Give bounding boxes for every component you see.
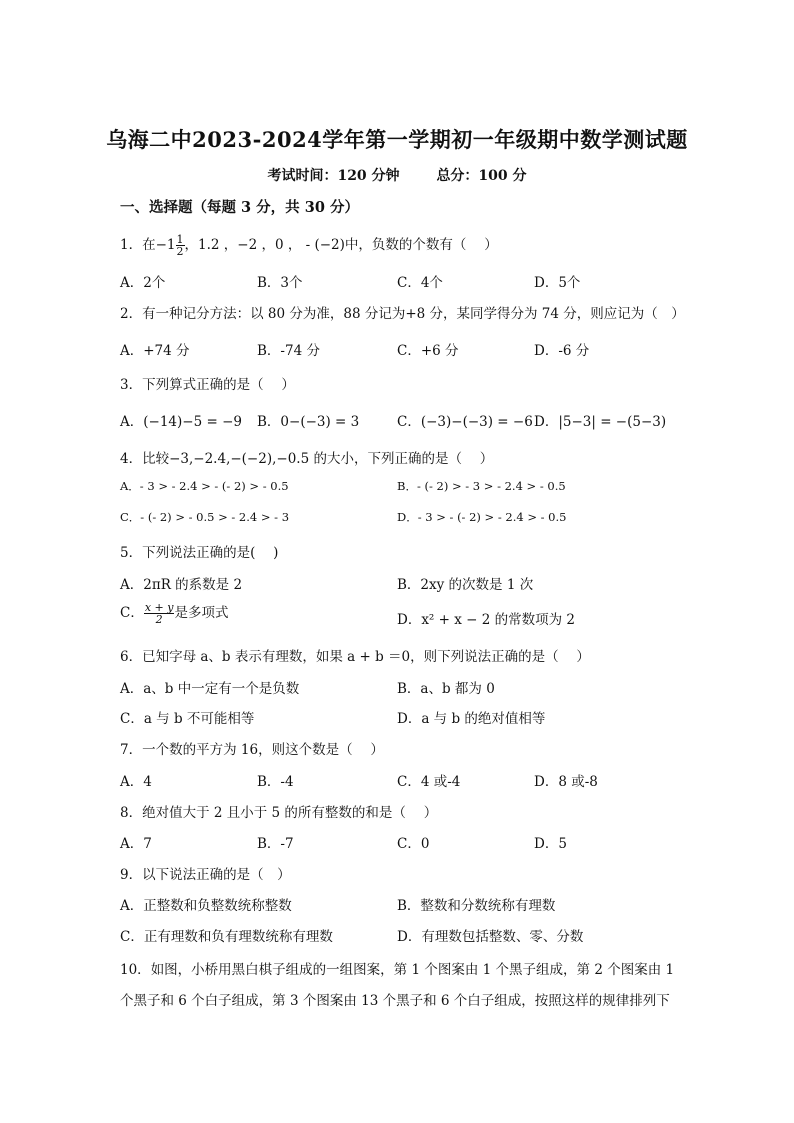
- exam-info: [0, 165, 794, 185]
- option-c: C．4 或-4: [397, 774, 461, 790]
- question-number: 4．: [120, 451, 143, 467]
- exam-time: 考试时间：120 分钟: [267, 168, 400, 184]
- fraction-denominator: 2: [176, 245, 184, 258]
- option-b-text: B．- (- 2) > - 3 > - 2.4 > - 0.5: [397, 479, 566, 493]
- question-number: 9．: [120, 867, 143, 883]
- question-10-stem-line2: 个黑子和 6 个白子组成，第 3 个图案由 13 个黑子和 6 个白子组成，按照这样的规律排列下: [120, 993, 670, 1009]
- fraction-numerator: x + y: [144, 601, 174, 614]
- option-c: C．(−3)−(−3) = −6: [397, 414, 533, 430]
- option-a-text: A．- 3 > - 2.4 > - (- 2) > - 0.5: [120, 479, 289, 493]
- option-a: A．2πR 的系数是 2: [120, 577, 243, 593]
- question-4-stem: [120, 447, 493, 467]
- option-d: D．有理数包括整数、零、分数: [397, 929, 584, 945]
- fraction-numerator: 1: [176, 233, 184, 246]
- option-d-text: D．- 3 > - (- 2) > - 2.4 > - 0.5: [397, 510, 567, 524]
- question-8-stem: [120, 801, 437, 821]
- option-b: B．整数和分数统称有理数: [397, 898, 556, 914]
- question-2-stem: [120, 302, 685, 322]
- exam-score: 总分：100 分: [436, 168, 527, 184]
- option-c: C．a 与 b 不可能相等: [120, 711, 255, 727]
- question-number: 2．: [120, 306, 143, 322]
- option-d: [397, 509, 566, 525]
- option-d: D．|5−3| = −(5−3): [534, 414, 667, 430]
- stem-text: 下列说法正确的是( ): [142, 545, 279, 561]
- stem-text: 已知字母 a、b 表示有理数，如果 a + b ＝0，则下列说法正确的是（ ）: [142, 649, 590, 665]
- option-c: C．正有理数和负有理数统称有理数: [120, 929, 333, 945]
- stem-prefix: 在: [142, 237, 156, 253]
- option-a: A．2个: [120, 275, 166, 291]
- option-c-text: C．- (- 2) > - 0.5 > - 2.4 > - 3: [120, 510, 290, 524]
- question-number: 8．: [120, 805, 143, 821]
- option-d: D．a 与 b 的绝对值相等: [397, 711, 546, 727]
- option-b: B．-74 分: [257, 343, 320, 359]
- option-c: C． $\frac{x + y}{2}$ 是多项式: [120, 601, 229, 626]
- question-1-stem: [120, 233, 498, 257]
- option-d: D．8 或-8: [534, 774, 598, 790]
- fraction: [144, 602, 175, 625]
- question-number: 5．: [120, 545, 143, 561]
- option-b: B．-7: [257, 836, 294, 852]
- stem-text: 如图，小桥用黑白棋子组成的一组图案，第 1 个图案由 1 个黑子组成，第 2 个图案由 1: [150, 962, 675, 978]
- option-b: B．2xy 的次数是 1 次: [397, 577, 534, 593]
- stem-text: 有一种记分方法：以 80 分为准，88 分记为+8 分，某同学得分为 74 分，则应记为（ ）: [142, 306, 685, 322]
- option-a: A．(−14)−5 = −9: [120, 414, 242, 430]
- stem-text: 绝对值大于 2 且小于 5 的所有整数的和是（ ）: [142, 805, 438, 821]
- option-c: C．0: [397, 836, 430, 852]
- question-7-stem: [120, 738, 384, 758]
- question-5-stem: [120, 541, 278, 561]
- option-b: B．-4: [257, 774, 294, 790]
- question-number: 1．: [120, 237, 143, 253]
- option-b: [397, 478, 566, 494]
- option-a: A．4: [120, 774, 152, 790]
- option-a: A．正整数和负整数统称整数: [120, 898, 292, 914]
- option-b: B．3个: [257, 275, 303, 291]
- stem-text: 下列算式正确的是（ ）: [142, 377, 295, 393]
- question-number: 3．: [120, 377, 143, 393]
- option-c: C．+6 分: [397, 343, 459, 359]
- question-number: 7．: [120, 742, 143, 758]
- option-d: D．x² + x − 2 的常数项为 2: [397, 612, 576, 628]
- option-b: B．a、b 都为 0: [397, 681, 495, 697]
- stem-text: 一个数的平方为 16，则这个数是（ ）: [142, 742, 384, 758]
- page-title: 乌海二中2023-2024学年第一学期初一年级期中数学测试题: [106, 127, 688, 152]
- question-9-stem: [120, 863, 291, 883]
- stem-text: 比较−3,−2.4,−(−2),−0.5 的大小，下列正确的是（ ）: [142, 451, 494, 467]
- option-b: B．0−(−3) = 3: [257, 414, 360, 430]
- option-a: A．+74 分: [120, 343, 190, 359]
- stem-text: 以下说法正确的是（ ）: [142, 867, 291, 883]
- option-a: A．a、b 中一定有一个是负数: [120, 681, 300, 697]
- stem-suffix: 中，负数的个数有（ ）: [344, 237, 498, 253]
- option-c: C．4个: [397, 275, 443, 291]
- option-a: A．7: [120, 836, 152, 852]
- question-6-stem: [120, 645, 590, 665]
- question-number: 6．: [120, 649, 143, 665]
- option-d: D．-6 分: [534, 343, 590, 359]
- section-heading: 一、选择题（每题 3 分，共 30 分）: [120, 199, 359, 216]
- question-3-stem: [120, 373, 295, 393]
- question-10-stem-line1: [120, 958, 674, 978]
- mixed-number-whole: −1: [155, 237, 176, 253]
- fraction: [176, 234, 185, 257]
- option-a: [120, 478, 289, 494]
- question-number: 10．: [120, 962, 151, 978]
- fraction-denominator: 2: [155, 613, 163, 626]
- option-d: D．5: [534, 836, 567, 852]
- option-d: D．5个: [534, 275, 581, 291]
- number-list: ，1.2 ，−2 ，0 ， - (−2): [184, 237, 345, 253]
- option-c: [120, 509, 289, 525]
